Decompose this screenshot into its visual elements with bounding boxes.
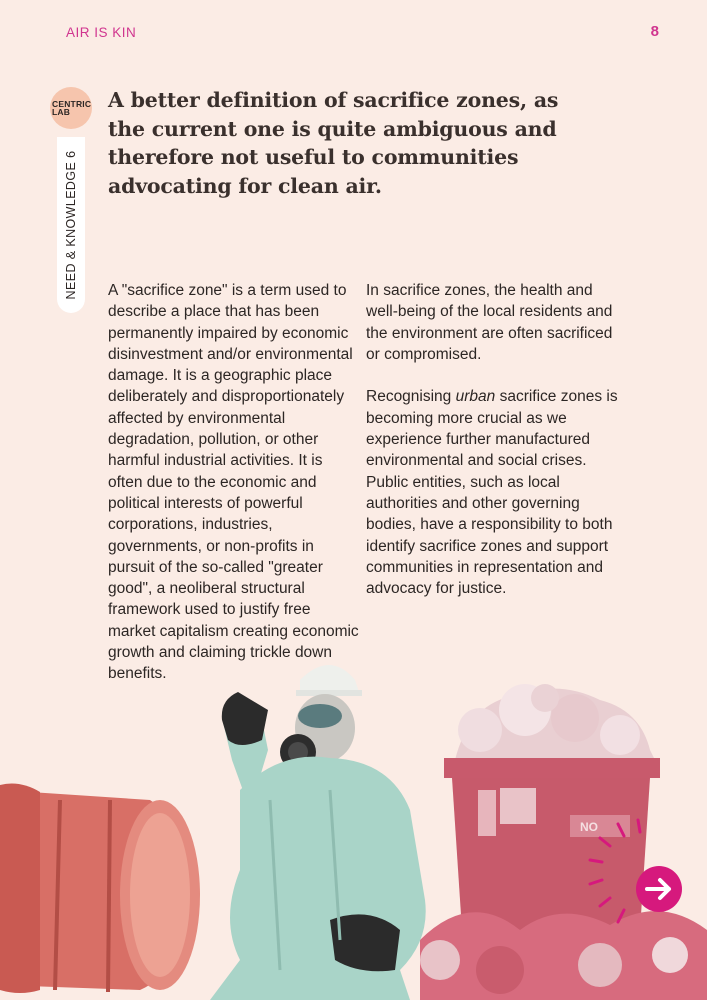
page-number: 8 — [650, 23, 659, 40]
body-column-left — [108, 280, 360, 685]
section-tab-label: NEED & KNOWLEDGE 6 — [64, 150, 78, 300]
body-column-right — [366, 280, 624, 599]
rusty-barrel — [0, 784, 200, 993]
collage-illustration — [0, 640, 707, 1000]
running-header: AIR IS KIN — [66, 25, 137, 40]
body-paragraph: A "sacrifice zone" is a term used to describe a place that has been permanently impaired by economic disinvestment and/or environmental damage. It is a geographic place deliberately and disproportionately affected by environmental degradation, pollution, or other harmful industrial activities. It is often due to the economic and political interests of powerful corporations, industries, governments, or non-profits in pursuit of the so-called "greater good", a neoliberal structural framework used to justify free market capitalism creating economic growth and claiming trickle down benefits. — [108, 282, 359, 683]
centric-lab-logo-text: CENTRIC LAB — [52, 99, 92, 117]
section-tab — [57, 137, 85, 313]
bin-label-text: NO — [580, 820, 598, 834]
hazmat-person — [210, 665, 426, 1000]
arrow-right-icon — [636, 866, 682, 912]
centric-lab-logo — [50, 87, 92, 129]
next-page-button[interactable] — [636, 866, 682, 912]
page-title: A better definition of sacrifice zones, as the current one is quite ambiguous and therefore not useful to communities advocating for clean air. — [108, 88, 559, 198]
body-paragraph: Recognising urban sacrifice zones is becoming more crucial as we experience further manufactured environmental and social crises. Public entities, such as local authorities and other governing bodies, have a responsibility to both identify sacrifice zones and support communities in representation and advocacy for justice. — [366, 388, 618, 598]
overflowing-bin — [420, 684, 707, 1000]
body-paragraph: In sacrifice zones, the health and well-being of the local residents and the environment are often sacrificed or compromised. — [366, 282, 613, 363]
emphasis-urban: urban — [455, 388, 496, 406]
